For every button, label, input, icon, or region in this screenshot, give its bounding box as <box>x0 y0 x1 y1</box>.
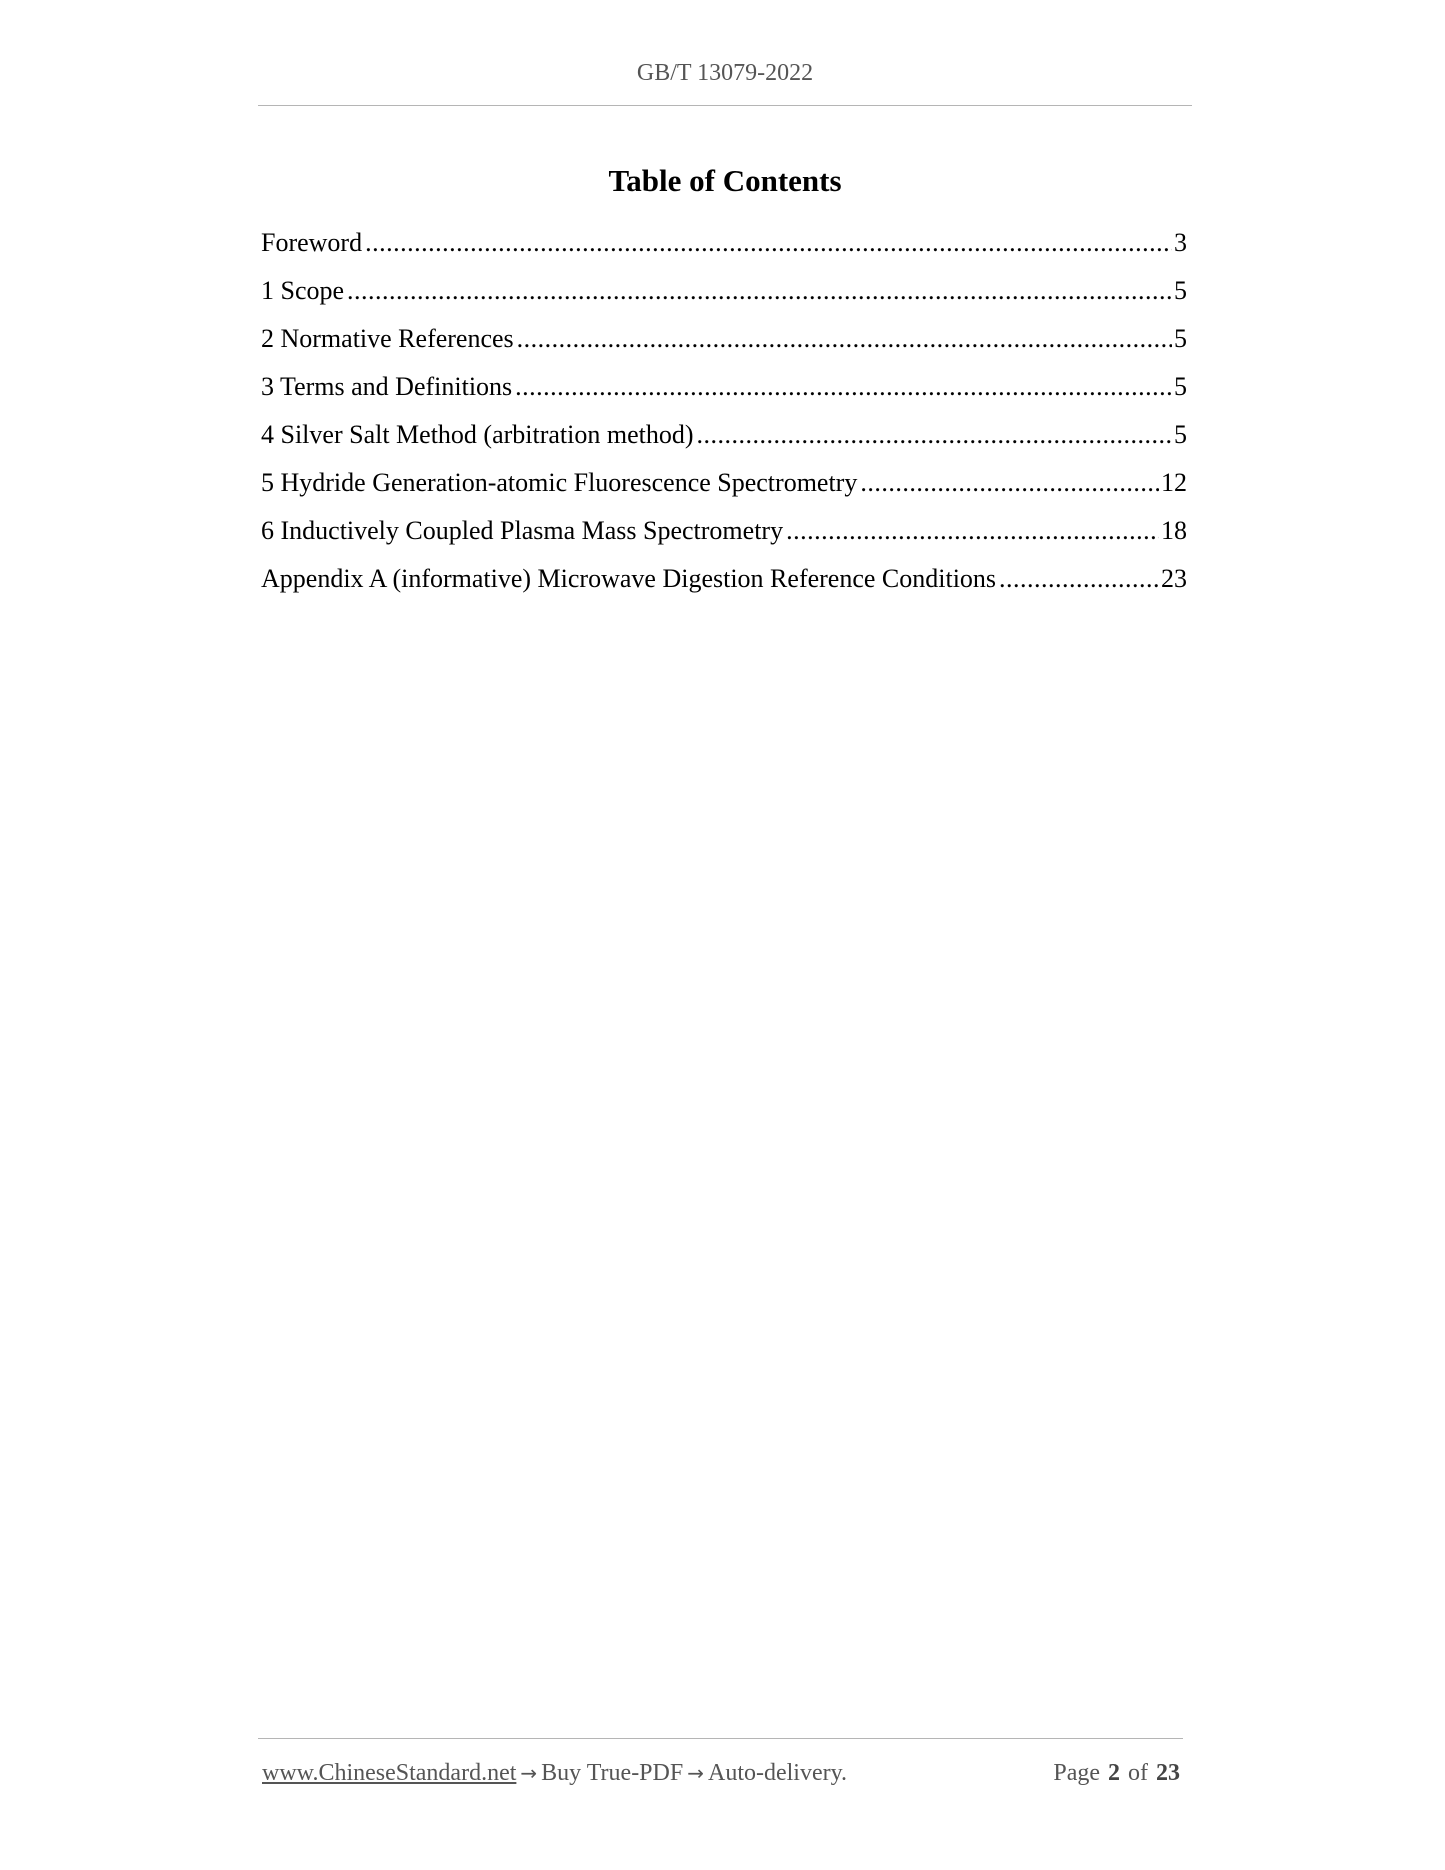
page-number <box>1053 1760 1180 1787</box>
toc-dot-leader <box>860 468 1159 498</box>
toc-dot-leader <box>517 324 1172 354</box>
toc-dot-leader <box>786 516 1159 546</box>
toc-entry-label: 4 Silver Salt Method (arbitration method) <box>261 420 694 449</box>
footer-promo <box>262 1760 847 1787</box>
toc-entry-silver-salt-method[interactable] <box>261 420 1187 468</box>
footer-divider <box>258 1738 1183 1739</box>
toc-title: Table of Contents <box>608 163 842 198</box>
toc-entry-scope[interactable] <box>261 276 1187 324</box>
toc-entry-page: 5 <box>1174 372 1187 401</box>
toc-entry-label: 6 Inductively Coupled Plasma Mass Spectrometry <box>261 516 784 545</box>
toc-entry-appendix-a[interactable] <box>261 564 1187 612</box>
toc-entry-terms-and-definitions[interactable] <box>261 372 1187 420</box>
header-divider <box>258 105 1192 106</box>
page-header-doc-code: GB/T 13079-2022 <box>636 60 814 86</box>
toc-entry-normative-references[interactable] <box>261 324 1187 372</box>
toc-entry-page: 23 <box>1161 564 1187 593</box>
toc-entry-label: 1 Scope <box>261 276 345 305</box>
toc-dot-leader <box>347 276 1172 306</box>
toc-entry-icp-mass-spectrometry[interactable] <box>261 516 1187 564</box>
right-arrow-icon: → <box>687 1761 704 1785</box>
toc-entry-label: 3 Terms and Definitions <box>261 372 513 401</box>
table-of-contents <box>261 228 1187 612</box>
toc-entry-page: 5 <box>1174 324 1187 353</box>
total-pages: 23 <box>1156 1760 1180 1786</box>
toc-entry-page: 5 <box>1174 276 1187 305</box>
toc-entry-page: 12 <box>1161 468 1187 497</box>
toc-entry-page: 3 <box>1174 228 1187 257</box>
toc-entry-label: 2 Normative References <box>261 324 514 353</box>
page-word: Page <box>1053 1760 1100 1786</box>
toc-entry-hydride-generation[interactable] <box>261 468 1187 516</box>
toc-dot-leader <box>365 228 1172 258</box>
toc-entry-page: 18 <box>1161 516 1187 545</box>
toc-dot-leader <box>999 564 1159 594</box>
toc-dot-leader <box>515 372 1172 402</box>
toc-entry-foreword[interactable] <box>261 228 1187 276</box>
toc-entry-label: 5 Hydride Generation-atomic Fluorescence Spectrometry <box>261 468 858 497</box>
toc-entry-label: Appendix A (informative) Microwave Digestion Reference Conditions <box>261 564 997 593</box>
current-page: 2 <box>1108 1760 1120 1786</box>
toc-dot-leader <box>697 420 1172 450</box>
toc-entry-page: 5 <box>1174 420 1187 449</box>
buy-true-pdf-text: Buy True-PDF <box>541 1760 684 1786</box>
toc-entry-label: Foreword <box>261 228 363 257</box>
site-link[interactable]: www.ChineseStandard.net <box>262 1760 517 1786</box>
right-arrow-icon: → <box>520 1761 538 1785</box>
auto-delivery-text: Auto-delivery. <box>707 1760 848 1786</box>
of-word: of <box>1128 1760 1148 1786</box>
